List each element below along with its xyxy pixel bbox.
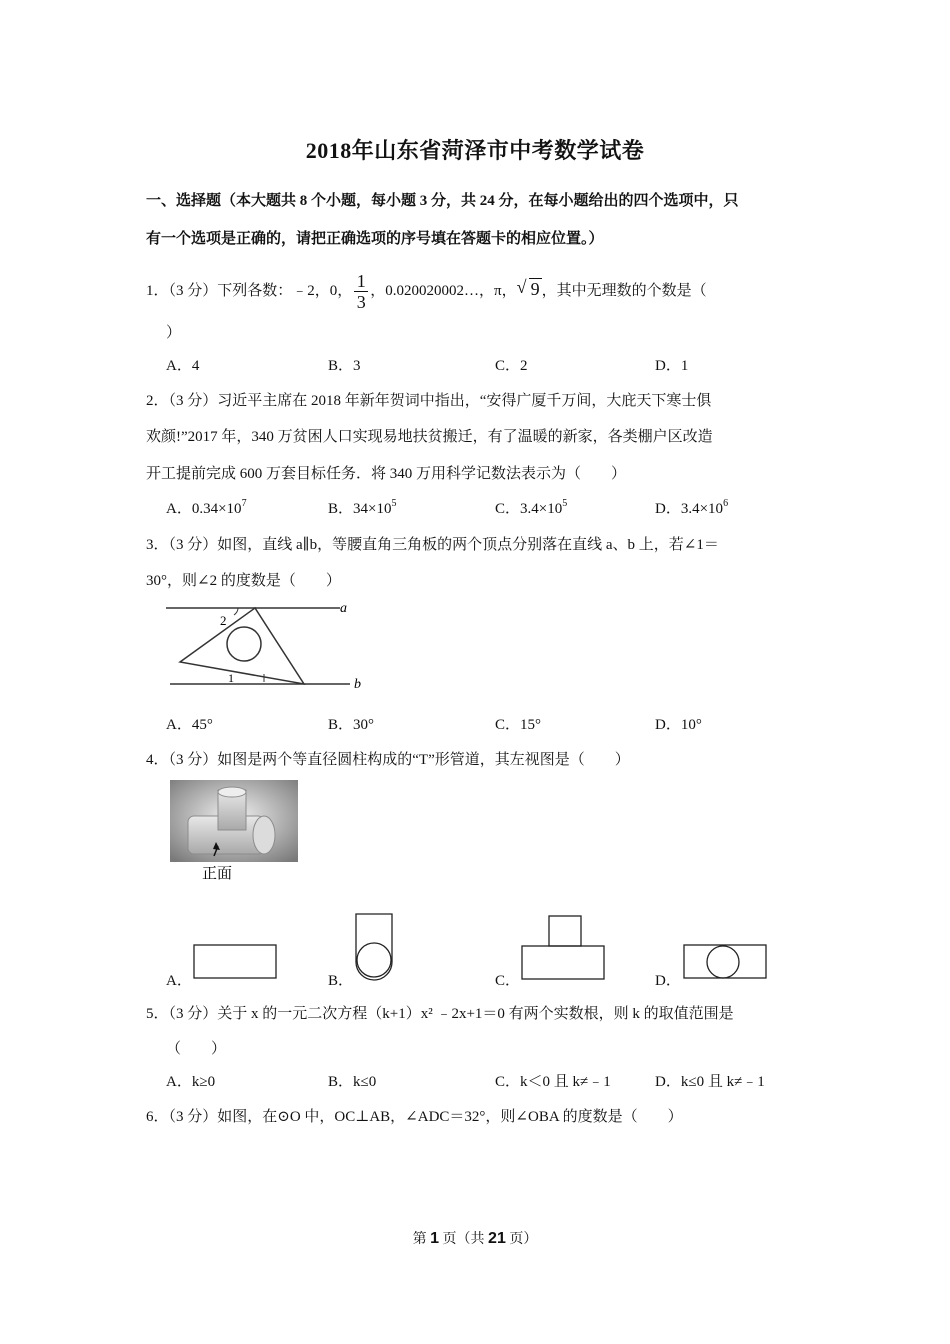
q3-figure-parallel-lines-triangle [160,596,375,696]
q2-option-c[interactable]: C．$3.4\times 10^5$ [495,498,568,517]
q1-mid: ，0.020020002…，π， [370,282,517,299]
q3-option-d[interactable]: D．10° [655,717,702,733]
q4-option-a-label[interactable]: A． [166,973,192,989]
fraction-numerator: 1 [356,271,366,291]
sqrt-nine: √ 9 [516,276,540,299]
triangle-hole [227,627,261,661]
q4-line1: 4．（3 分）如图是两个等直径圆柱构成的“T”形管道，其左视图是（ ） [146,752,630,768]
q4-option-b-figure-tube-circle[interactable] [350,910,400,985]
triangle [180,608,304,684]
q3-option-a[interactable]: A．45° [166,717,213,733]
q2-option-a[interactable]: A．$0.34\times 10^7$ [166,498,247,517]
q1-close-paren: ） [166,325,182,341]
q2-line2: 欢颜!”2017 年，340 万贫困人口实现易地扶贫搬迁，有了温暖的新家，各类棚户区改造 [146,429,713,445]
fraction-denominator: 3 [356,292,366,312]
page-title: 2018年山东省菏泽市中考数学试卷 [305,138,645,163]
q5-option-d[interactable]: D．k≤0 且 k≠﹣1 [655,1074,765,1090]
q5-line2: （ ） [166,1041,227,1057]
q1-option-b[interactable]: B．3 [328,358,361,374]
sqrt-argument: 9 [530,278,540,299]
photo-caption: 正面 [202,864,233,882]
label-a: a [340,601,347,616]
current-page-number: 1 [430,1230,440,1247]
total-pages: 21 [488,1230,506,1247]
question-1 [146,272,707,311]
q4-option-c-label[interactable]: C． [495,973,521,989]
q1-option-d[interactable]: D．1 [655,358,689,374]
q5-line1: 5．（3 分）关于 x 的一元二次方程（k+1）x² ﹣2x+1＝0 有两个实数根，则 k 的取值范围是 [146,1006,734,1022]
q6-line1: 6．（3 分）如图，在⊙O 中，OC⊥AB，∠ADC＝32°，则∠OBA 的度数是（ ） [146,1109,683,1125]
q4-option-a-figure-rectangle[interactable] [190,943,280,981]
q3-option-c[interactable]: C．15° [495,717,542,733]
q5-option-a[interactable]: A．k≥0 [166,1074,216,1090]
q3-option-b[interactable]: B．30° [328,717,375,733]
label-angle-1: 1 [228,671,234,685]
q2-option-d[interactable]: D．$3.4\times 10^6$ [655,498,729,517]
q1-option-c[interactable]: C．2 [495,358,528,374]
label-b: b [354,677,361,692]
q4-option-c-figure-t-shape[interactable] [518,912,608,982]
q3-line2: 30°，则∠2 的度数是（ ） [146,573,341,589]
q1-prefix: 1．（3 分）下列各数：﹣2，0， [146,282,353,299]
fraction-one-third [354,272,368,311]
q4-t-pipe-photo [170,780,300,884]
q2-line1: 2．（3 分）习近平主席在 2018 年新年贺词中指出，“安得广厦千万间，大庇天下寒士俱 [146,393,712,409]
q1-suffix: ，其中无理数的个数是（ [541,282,707,299]
q3-line1: 3．（3 分）如图，直线 a∥b，等腰直角三角板的两个顶点分别落在直线 a、b 上，若∠1＝ [146,537,719,553]
q4-option-d-label[interactable]: D． [655,973,681,989]
q1-option-a[interactable]: A．4 [166,358,200,374]
q2-option-b[interactable]: B．$34\times 10^5$ [328,498,397,517]
q2-line3: 开工提前完成 600 万套目标任务．将 340 万用科学记数法表示为（ ） [146,466,627,482]
section-heading-line2: 有一个选项是正确的，请把正确选项的序号填在答题卡的相应位置。） [146,231,604,247]
section-heading-line1: 一、选择题（本大题共 8 个小题，每小题 3 分，共 24 分，在每小题给出的四个选项中，只 [146,193,739,209]
q5-option-b[interactable]: B．k≤0 [328,1074,377,1090]
page-footer: 第 1 页（共 21 页） [412,1230,538,1247]
q5-option-c[interactable]: C．k＜0 且 k≠﹣1 [495,1074,611,1090]
label-angle-2: 2 [220,613,227,628]
q4-option-b-label[interactable]: B． [328,973,354,989]
q4-option-d-figure-rect-circle[interactable] [680,943,770,983]
